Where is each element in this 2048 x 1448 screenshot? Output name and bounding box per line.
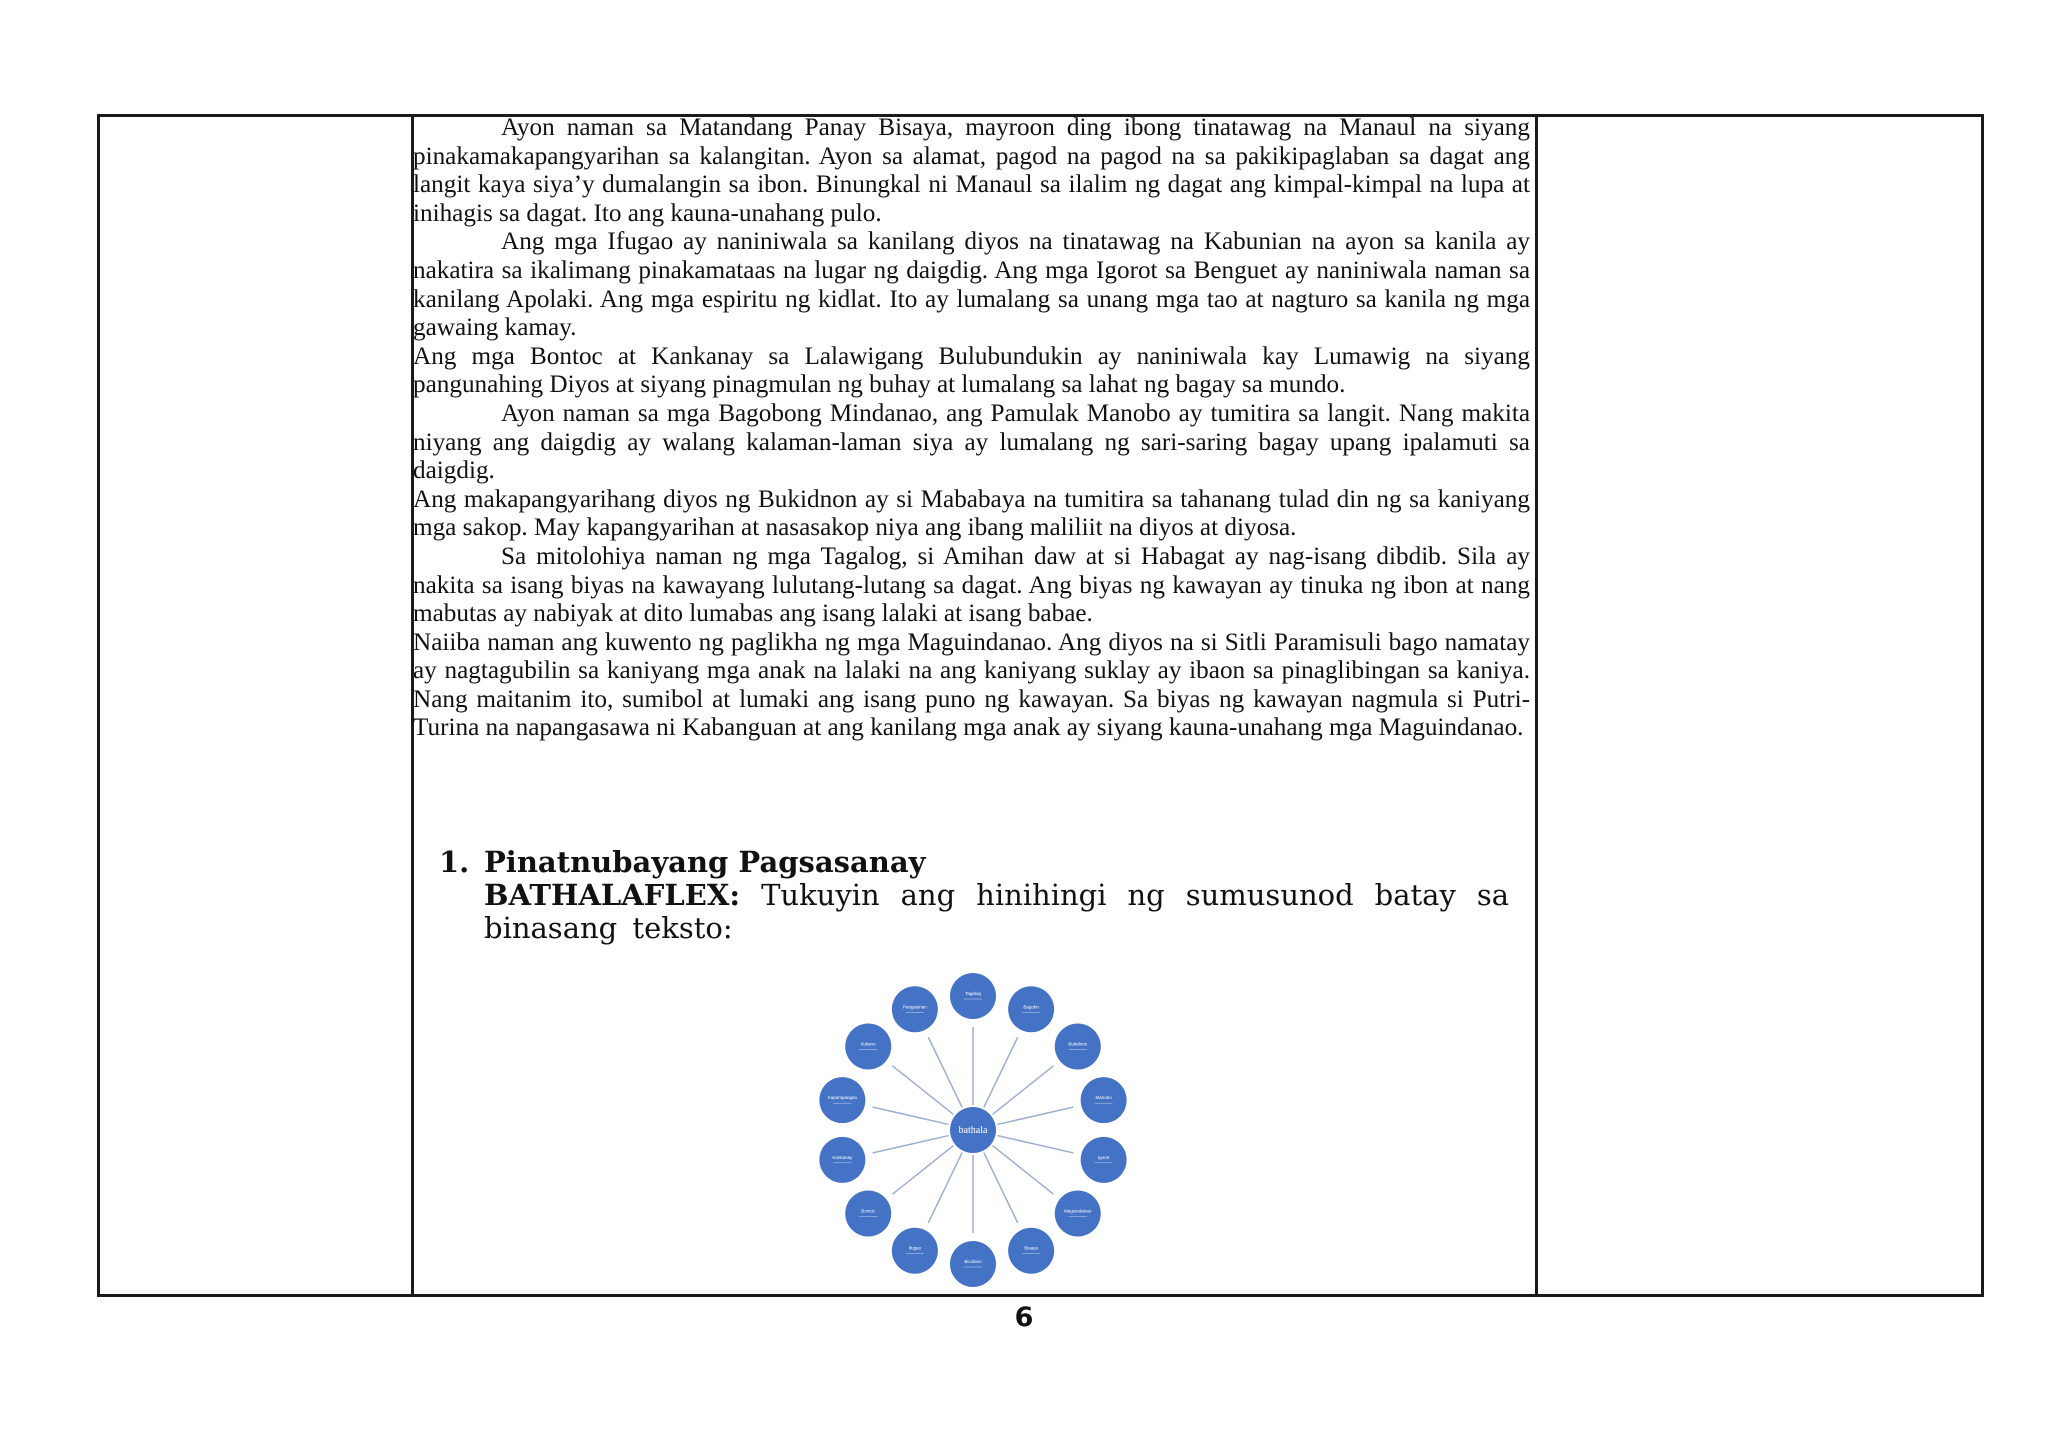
diagram-connector-line xyxy=(892,1066,953,1115)
diagram-node xyxy=(950,1241,996,1287)
exercise-number: 1. xyxy=(439,845,470,879)
diagram-connector-line xyxy=(997,1136,1073,1153)
paragraph-ifugao-igorot: Ang mga Ifugao ay naniniwala sa kanilang diyos na tinatawag na Kabunian na ayon sa kanila ay nakatira sa ikalimang pinakamataas na lugar ng daigdig. Ang mga Igorot sa Benguet ay naniniwala naman sa kanilang Apolaki. Ang mga espiritu ng kidlat. Ito ay lumalang sa unang mga tao at nagturo sa kanila ng mga gawaing kamay. xyxy=(413,228,1530,342)
diagram-node-label: Ifugao xyxy=(908,1245,922,1251)
diagram-connector-line xyxy=(928,1153,962,1223)
diagram-node xyxy=(1081,1137,1127,1183)
diagram-node-label: Bicolano xyxy=(964,1259,982,1264)
diagram-node xyxy=(1081,1077,1127,1123)
diagram-node-circle xyxy=(950,973,996,1019)
paragraph-tagalog: Sa mitolohiya naman ng mga Tagalog, si Amihan daw at si Habagat ay nag-isang dibdib. Sila ay nakita sa isang biyas na kawayang lulutang-lutang sa dagat. Ang biyas ng kawayan ay tinuka ng ibon at nang mabutas ay nabiyak at dito lumabas ang isang lalaki at isang babae. xyxy=(413,542,1530,628)
diagram-node-label: Kankanay xyxy=(832,1154,853,1160)
bathala-spider-diagram xyxy=(813,965,1133,1294)
diagram-connector-line xyxy=(873,1136,949,1153)
body-text xyxy=(411,114,1532,743)
exercise-section xyxy=(439,846,1509,945)
diagram-node xyxy=(819,1137,865,1183)
diagram-node xyxy=(1008,986,1054,1032)
diagram-connector-line xyxy=(928,1037,962,1107)
diagram-node xyxy=(845,1023,891,1069)
diagram-node-label: Maguindanao xyxy=(1064,1208,1092,1214)
diagram-node-label: Pangasinan xyxy=(902,1004,927,1010)
diagram-connector-line xyxy=(993,1066,1054,1115)
content-cell xyxy=(411,114,1532,1294)
diagram-connector-line xyxy=(873,1107,949,1124)
column-divider-right xyxy=(1535,117,1538,1294)
paragraph-bukidnon: Ang makapangyarihang diyos ng Bukidnon ay si Mababaya na tumitira sa tahanang tulad din ng sa kaniyang mga sakop. May kapangyarihan at nasasakop niya ang ibang maliliit na diyos at diyosa. xyxy=(413,485,1530,542)
page-number: 6 xyxy=(1014,1302,1034,1333)
diagram-node-label: Ilokano xyxy=(860,1041,876,1047)
paragraph-bontoc-kankanay: Ang mga Bontoc at Kankanay sa Lalawigang Bulubundukin ay naniniwala kay Lumawig na siyang pangunahing Diyos at siyang pinagmulan ng buhay at lumalang sa lahat ng bagay sa mundo. xyxy=(413,342,1530,399)
diagram-node-label: Bukidnon xyxy=(1068,1041,1088,1047)
diagram-node-label: Tagalog xyxy=(965,991,981,996)
exercise-instruction xyxy=(484,879,1509,945)
diagram-connector-line xyxy=(984,1037,1018,1107)
paragraph-bagobo: Ayon naman sa mga Bagobong Mindanao, ang Pamulak Manobo ay tumitira sa langit. Nang makita niyang ang daigdig ay walang kalaman-laman siya ay lumalang ng sari-saring bagay upang ipalamuti sa daigdig. xyxy=(413,399,1530,485)
diagram-connector-line xyxy=(997,1107,1073,1124)
diagram-center-label: bathala xyxy=(958,1125,988,1136)
diagram-node-label: Kapampangan xyxy=(827,1095,858,1101)
diagram-node-label: Bontoc xyxy=(861,1208,876,1214)
diagram-node xyxy=(950,973,996,1019)
diagram-connector-line xyxy=(892,1146,953,1195)
diagram-node xyxy=(845,1191,891,1237)
diagram-node-label: Bisaya xyxy=(1024,1245,1038,1251)
diagram-node xyxy=(892,1228,938,1274)
diagram-node xyxy=(819,1077,865,1123)
diagram-node-label: Igorot xyxy=(1097,1154,1110,1160)
diagram-connector-line xyxy=(993,1146,1054,1195)
diagram-node xyxy=(892,986,938,1032)
diagram-connector-line xyxy=(984,1153,1018,1223)
paragraph-maguindanao: Naiiba naman ang kuwento ng paglikha ng mga Maguindanao. Ang diyos na si Sitli Paramisuli bago namatay ay nagtagubilin sa kaniyang mga anak na lalaki na ang kaniyang suklay ay ibaon sa pinaglibingan sa kaniya. Nang maitanim ito, sumibol at lumaki ang isang puno ng kawayan. Sa biyas ng kawayan nagmula si Putri-Turina na napangasawa ni Kabanguan at ang kanilang mga anak ay siyang kauna-unahang mga Maguindanao. xyxy=(413,628,1530,742)
diagram-node-circle xyxy=(950,1241,996,1287)
exercise-heading: Pinatnubayang Pagsasanay xyxy=(484,845,926,879)
diagram-node-label: Bagobo xyxy=(1023,1004,1039,1010)
diagram-center-node xyxy=(950,1107,996,1153)
diagram-node-label: Manobo xyxy=(1095,1095,1112,1101)
instruction-label: BATHALAFLEX: xyxy=(484,878,741,912)
diagram-node xyxy=(1055,1023,1101,1069)
paragraph-panay-bisaya: Ayon naman sa Matandang Panay Bisaya, mayroon ding ibong tinatawag na Manaul na siyang pinakamakapangyarihan sa kalangitan. Ayon sa alamat, pagod na pagod na sa pakikipaglaban sa dagat ang langit kaya siya’y dumalangin sa ibon. Binungkal ni Manaul sa ilalim ng dagat ang kimpal-kimpal na lupa at inihagis sa dagat. Ito ang kauna-unahang pulo. xyxy=(413,114,1530,227)
instruction-text: Tukuyin ang hinihingi ng sumusunod batay sa binasang teksto: xyxy=(484,878,1509,945)
diagram-node xyxy=(1008,1228,1054,1274)
diagram-node xyxy=(1055,1191,1101,1237)
